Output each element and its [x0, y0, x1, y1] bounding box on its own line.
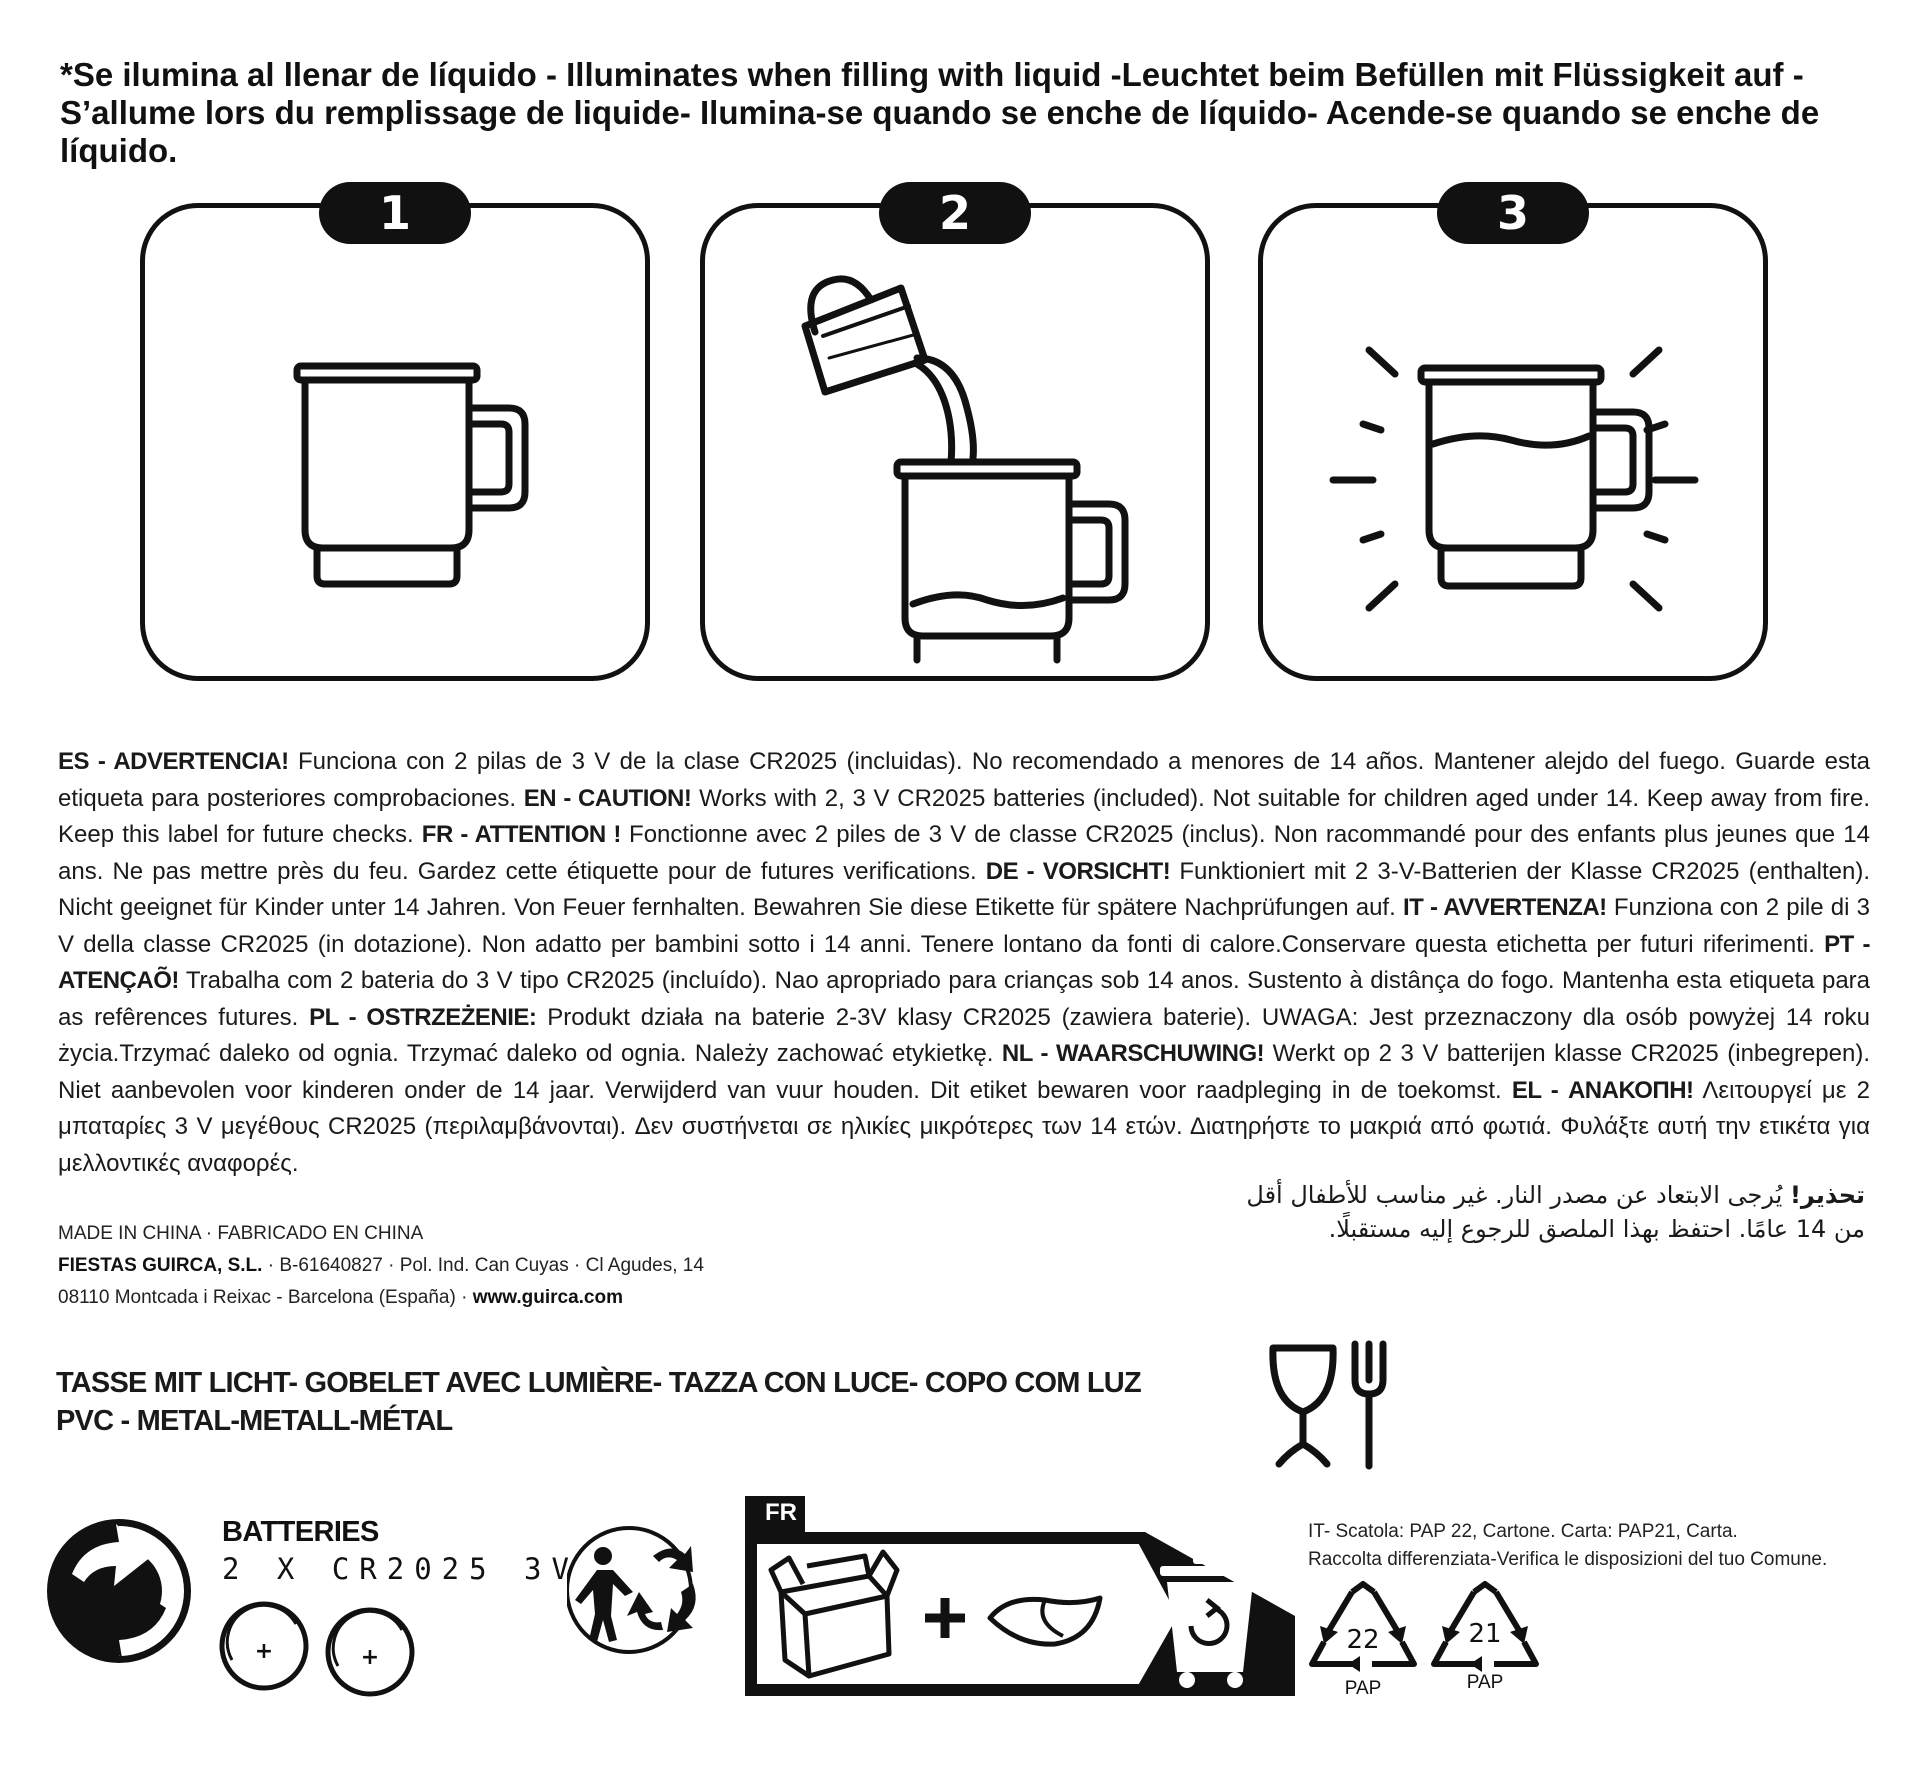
warning-fr-body: Fonctionne avec 2 piles de 3 V de classe CR2025 (inclus). Non racommandé pour des enfants plus jeunes que 14 ans. Ne pas mettre près du feu. Gardez cette étiquette pour de futures verifications. [58, 821, 1870, 885]
warning-pl-body: Produkt działa na baterie 2-3V klasy CR2025 (zawiera baterie). UWAGA: Jest przeznaczony dla osób powyżej 14 roku życia.Trzymać daleko od ognia. Trzymać daleko od ognia. Należy zachować etykietkę. [58, 1003, 1871, 1067]
step-1-panel [140, 186, 650, 681]
italy-recycling-text [1308, 1518, 1827, 1574]
warning-pt-body: Trabalha com 2 bateria do 3 V tipo CR2025 (incluído). Nao apropriado para crianças sob 14 anos. Sustento à distânça do fogo. Mantenha esta etiqueta para as refêrences futures. [58, 967, 1870, 1031]
pouring-mug-icon [705, 208, 1205, 676]
green-dot-icon [44, 1516, 194, 1666]
coin-1-plus: + [254, 1639, 274, 1664]
warning-fr-head: FR - ATTENTION ! [421, 821, 621, 848]
address-line-2: 08110 Montcada i Reixac - Barcelona (España) · [58, 1287, 473, 1308]
warning-it-head: IT - AVVERTENZA! [1402, 894, 1607, 921]
batteries-spec: 2 X CR2025 3V [222, 1552, 579, 1586]
pap-22-number: 22 [1346, 1625, 1380, 1655]
warning-en-body: Works with 2, 3 V CR2025 batteries (included). Not suitable for children aged under 14. Keep away from fire. Keep this label for future checks. [58, 784, 1870, 848]
warning-de-body: Funktioniert mit 2 3-V-Batterien der Klasse CR2025 (enthalten). Nicht geeignet für Kinder unter 14 Jahren. Von Feuer fernhalten. Bewahren Sie diese Etikette für spätere Nachprüfungen auf. [58, 857, 1870, 921]
pap-21-label: PAP [1466, 1672, 1504, 1693]
pap-21-symbol [1430, 1580, 1540, 1700]
italy-recycling-line-2: Raccolta differenziata-Verifica le disposizioni del tuo Comune. [1308, 1549, 1828, 1570]
coin-batteries-icon [218, 1600, 428, 1700]
warning-el-body: Λειτουργεί με 2 μπαταρίες 3 V μεγέθους CR2025 (περιλαμβάνονται). Δεν συστήνεται σε ηλικίες μικρότερες των 14 ετών. Διατηρήστε το μακριά από φωτιά. Φυλάξτε αυτή την ετικέτα για μελλοντικές αναφορές. [58, 1076, 1870, 1177]
recycle-triangle-icon [1308, 1580, 1418, 1680]
made-in-line: MADE IN CHINA · FABRICADO EN CHINA [58, 1223, 424, 1244]
warning-el-head: EL - ΑΝΑΚΟΠΗ! [1511, 1076, 1694, 1104]
website-link[interactable]: www.guirca.com [472, 1287, 623, 1308]
step-2-badge: 2 [879, 182, 1031, 244]
arabic-head: تحذير! [1789, 1181, 1865, 1209]
arabic-warning [1180, 1178, 1865, 1246]
warning-es-head: ES - ADVERTENCIA! [58, 748, 289, 775]
tidyman-recycle-icon [567, 1520, 717, 1660]
product-info [56, 1364, 1141, 1440]
manufacturer-info [58, 1218, 704, 1314]
warning-de-head: DE - VORSICHT! [985, 857, 1171, 885]
company-line [58, 1250, 704, 1282]
address-line-2-row [58, 1282, 704, 1314]
food-safe-icon [1265, 1340, 1395, 1470]
warning-es-body: Funciona con 2 pilas de 3 V de la clase CR2025 (incluidas). No recomendado a menores de 14 años. Mantener alejdo del fuego. Guarde esta etiqueta para posteriores comprobaciones. [58, 748, 1870, 812]
italy-recycling-line-1: IT- Scatola: PAP 22, Cartone. Carta: PAP21, Carta. [1308, 1521, 1738, 1542]
pap-22-label: PAP [1344, 1678, 1382, 1699]
warnings-text [58, 744, 1870, 1182]
product-materials: PVC - METAL-METALL-MÉTAL [56, 1405, 453, 1437]
arabic-line-1-body: يُرجى الابتعاد عن مصدر النار. غير مناسب للأطفال أقل [1246, 1181, 1790, 1209]
product-names: TASSE MIT LICHT- GOBELET AVEC LUMIÈRE- TAZZA CON LUCE- COPO COM LUZ [56, 1367, 1141, 1399]
triman-sorting-block [745, 1496, 1295, 1696]
empty-mug-icon [145, 208, 645, 676]
pap-21-number: 21 [1468, 1619, 1502, 1649]
glowing-mug-icon [1263, 208, 1763, 676]
address-line-1: · B-61640827 · Pol. Ind. Can Cuyas · Cl Agudes, 14 [262, 1255, 704, 1276]
header-notice: *Se ilumina al llenar de líquido - Illuminates when filling with liquid -Leuchtet beim Befüllen mit Flüssigkeit auf -S’allume lors du remplissage de liquide- Ilumina-se quando se enche de líquido- Acende-se quando se enche de líquido. [60, 56, 1820, 169]
pap-22-symbol [1308, 1580, 1418, 1700]
recycle-triangle-icon [1430, 1580, 1540, 1680]
step-3-panel [1258, 186, 1768, 681]
company-name: FIESTAS GUIRCA, S.L. [58, 1255, 263, 1276]
fr-label: FR [765, 1499, 797, 1526]
coin-2-plus: + [360, 1645, 380, 1670]
step-2-panel [700, 186, 1210, 681]
step-3-badge: 3 [1437, 182, 1589, 244]
arabic-line-2: من 14 عامًا. احتفظ بهذا الملصق للرجوع إليه مستقبلًا. [1328, 1215, 1865, 1243]
warning-it-body: Funziona con 2 pile di 3 V della classe CR2025 (in dotazione). Non adatto per bambini sotto i 14 anni. Tenere lontano da fonti di calore.Conservare questa etichetta per futuri riferimenti. [58, 894, 1871, 958]
warning-pt-head: PT - ATENÇAÕ! [58, 930, 1871, 994]
step-1-badge: 1 [319, 182, 471, 244]
warning-nl-head: NL - WAARSCHUWING! [1001, 1040, 1265, 1067]
batteries-title: BATTERIES [222, 1516, 379, 1548]
arabic-line-1 [1180, 1178, 1865, 1212]
warning-pl-head: PL - OSTRZEŻENIE: [309, 1003, 537, 1031]
warning-nl-body: Werkt op 2 3 V batterijen klasse CR2025 (inbegrepen). Niet aanbevolen voor kinderen onder de 14 jaar. Verwijderd van vuur houden. Dit etiket bewaren voor raadpleging in de toekomst. [58, 1040, 1870, 1104]
warning-en-head: EN - CAUTION! [523, 784, 692, 812]
